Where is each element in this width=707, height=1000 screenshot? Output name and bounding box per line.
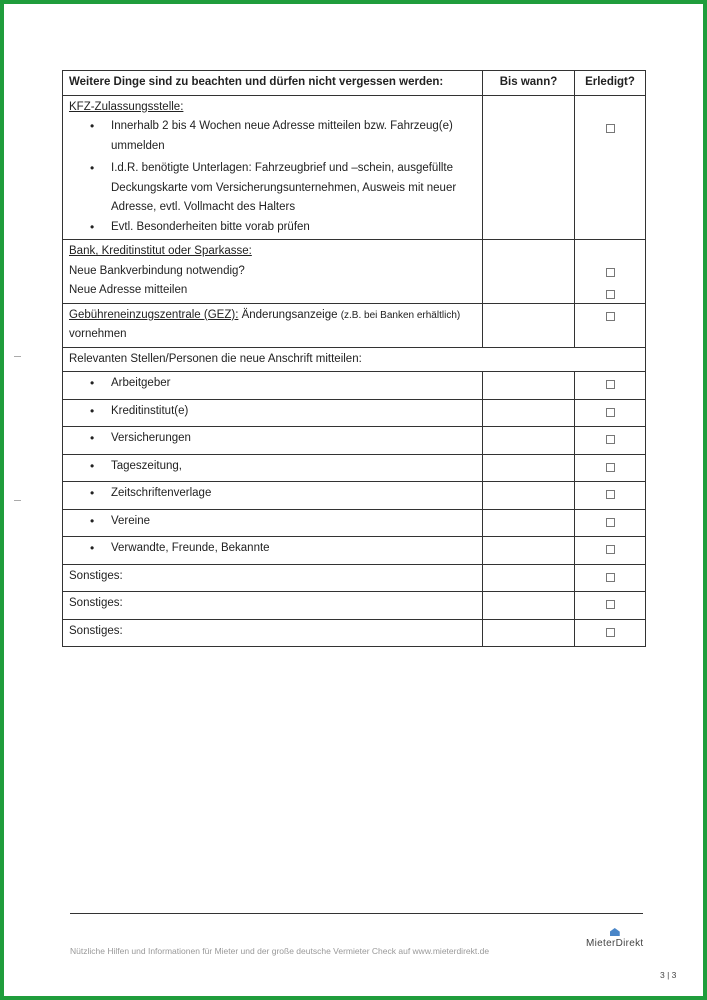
table-row <box>63 537 646 565</box>
due-date-cell[interactable] <box>483 564 575 592</box>
done-checkbox[interactable] <box>606 408 615 417</box>
relevant-item: • Verwandte, Freunde, Bekannte <box>63 537 483 565</box>
table-row-gez <box>63 303 646 347</box>
done-checkbox[interactable] <box>606 463 615 472</box>
done-checkbox[interactable] <box>606 435 615 444</box>
margin-mark <box>14 356 21 357</box>
due-date-cell[interactable] <box>483 399 575 427</box>
list-item: • Evtl. Besonderheiten bitte vorab prüfen <box>111 218 476 238</box>
bank-line-1: Neue Bankverbindung notwendig? <box>69 264 245 277</box>
done-checkbox[interactable] <box>606 124 615 133</box>
done-checkbox[interactable] <box>606 312 615 321</box>
done-checkbox[interactable] <box>606 490 615 499</box>
sonstiges-label: Sonstiges: <box>63 564 483 592</box>
bank-title: Bank, Kreditinstitut oder Sparkasse: <box>69 245 252 257</box>
table-row <box>63 509 646 537</box>
gez-text: Änderungsanzeige <box>238 308 341 321</box>
table-row-bank <box>63 240 646 304</box>
gez-text-2: vornehmen <box>69 328 127 340</box>
done-checkbox[interactable] <box>606 290 615 299</box>
relevant-item: • Arbeitgeber <box>63 372 483 400</box>
due-date-cell[interactable] <box>483 427 575 455</box>
done-checkbox[interactable] <box>606 545 615 554</box>
gez-title: Gebühreneinzugszentrale (GEZ): <box>69 308 239 321</box>
margin-mark <box>14 500 21 501</box>
relevant-title: Relevanten Stellen/Personen die neue Anschrift mitteilen: <box>63 347 646 372</box>
relevant-item: • Versicherungen <box>63 427 483 455</box>
relevant-item: • Tageszeitung, <box>63 454 483 482</box>
table-row <box>63 399 646 427</box>
done-checkbox[interactable] <box>606 600 615 609</box>
due-date-cell[interactable] <box>483 619 575 647</box>
table-row <box>63 372 646 400</box>
table-row-kfz <box>63 95 646 240</box>
logo <box>586 928 644 949</box>
header-done: Erledigt? <box>575 71 646 96</box>
table-row <box>63 454 646 482</box>
relevant-item: • Zeitschriftenverlage <box>63 482 483 510</box>
table-row-sonstiges <box>63 619 646 647</box>
kfz-list <box>69 117 476 237</box>
due-date-cell[interactable] <box>483 592 575 620</box>
done-checkbox[interactable] <box>606 518 615 527</box>
logo-text: MieterDirekt <box>586 938 644 949</box>
sonstiges-label: Sonstiges: <box>63 619 483 647</box>
header-task: Weitere Dinge sind zu beachten und dürfen nicht vergessen werden: <box>63 71 483 96</box>
due-date-cell[interactable] <box>483 240 575 304</box>
relevant-item: • Kreditinstitut(e) <box>63 399 483 427</box>
checklist-table <box>62 70 646 647</box>
done-checkbox[interactable] <box>606 573 615 582</box>
table-row-relevant-title <box>63 347 646 372</box>
bank-line-2: Neue Adresse mitteilen <box>69 284 188 296</box>
header-when: Bis wann? <box>483 71 575 96</box>
done-checkbox[interactable] <box>606 380 615 389</box>
done-checkbox[interactable] <box>606 268 615 277</box>
list-item: • Innerhalb 2 bis 4 Wochen neue Adresse mitteilen bzw. Fahrzeug(e) ummelden <box>111 117 476 156</box>
page-number: 3 | 3 <box>660 970 677 980</box>
table-row-sonstiges <box>63 564 646 592</box>
due-date-cell[interactable] <box>483 454 575 482</box>
house-icon <box>610 928 620 936</box>
table-row <box>63 482 646 510</box>
done-checkbox[interactable] <box>606 628 615 637</box>
table-row <box>63 427 646 455</box>
sonstiges-label: Sonstiges: <box>63 592 483 620</box>
table-row-sonstiges <box>63 592 646 620</box>
due-date-cell[interactable] <box>483 509 575 537</box>
table-header-row <box>63 71 646 96</box>
due-date-cell[interactable] <box>483 537 575 565</box>
gez-note: (z.B. bei Banken erhältlich) <box>340 309 461 321</box>
due-date-cell[interactable] <box>483 303 575 347</box>
due-date-cell[interactable] <box>483 482 575 510</box>
due-date-cell[interactable] <box>483 372 575 400</box>
kfz-title: KFZ-Zulassungsstelle: <box>69 100 184 113</box>
list-item: • I.d.R. benötigte Unterlagen: Fahrzeugbrief und –schein, ausgefüllte Deckungskarte vom Versicherungsunternehmen, Ausweis mit neuer Adresse, evtl. Vollmacht des Halters <box>111 159 476 218</box>
footer-text: Nützliche Hilfen und Informationen für Mieter und der große deutsche Vermieter Check auf www.mieterdirekt.de <box>70 946 490 956</box>
footer-divider <box>70 913 643 914</box>
relevant-item: • Vereine <box>63 509 483 537</box>
due-date-cell[interactable] <box>483 95 575 240</box>
